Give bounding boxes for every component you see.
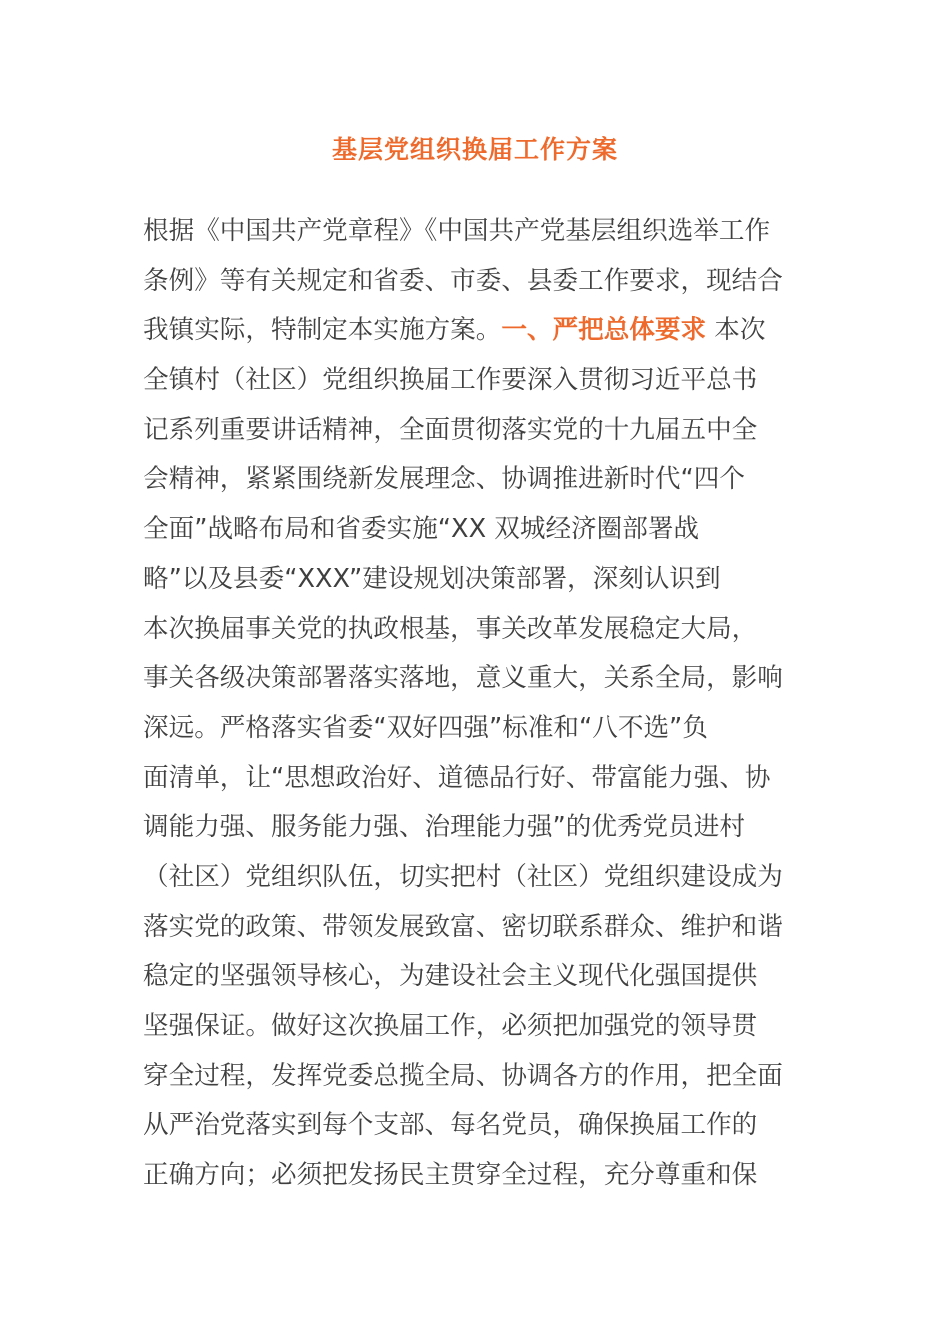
body-line-15: 落实党的政策、带领发展致富、密切联系群众、维护和谐: [143, 911, 783, 942]
body-line-12: 面清单，让“思想政治好、道德品行好、带富能力强、协: [143, 762, 771, 793]
body-line-5: 记系列重要讲话精神，全面贯彻落实党的十九届五中全: [143, 414, 758, 445]
body-line-1: 根据《中国共产党章程》《中国共产党基层组织选举工作: [143, 216, 771, 246]
body-line-3: [143, 306, 813, 356]
body-line-19: 从严治党落实到每个支部、每名党员，确保换届工作的: [143, 1110, 758, 1141]
body-line-13: 调能力强、服务能力强、治理能力强”的优秀党员进村: [143, 812, 745, 843]
document-body: [143, 207, 813, 1201]
body-line-14: （社区）党组织队伍，切实把村（社区）党组织建设成为: [143, 861, 783, 892]
body-line-2: 条例》等有关规定和省委、市委、县委工作要求，现结合: [143, 265, 783, 296]
body-line-9: 本次换届事关党的执政根基，事关改革发展稳定大局，: [143, 613, 758, 644]
body-line-10: 事关各级决策部署落实落地，意义重大，关系全局，影响: [143, 663, 783, 694]
body-line-3-text: 我镇实际，特制定本实施方案。: [143, 315, 502, 346]
body-line-16: 稳定的坚强领导核心，为建设社会主义现代化强国提供: [143, 961, 758, 992]
body-line-7: 全面”战略布局和省委实施“XX 双城经济圈部署战: [143, 514, 700, 545]
body-line-6: 会精神，紧紧围绕新发展理念、协调推进新时代“四个: [143, 464, 745, 495]
body-line-8: 略”以及县委“XXX”建设规划决策部署，深刻认识到: [143, 563, 721, 594]
body-line-18: 穿全过程，发挥党委总揽全局、协调各方的作用，把全面: [143, 1060, 783, 1091]
body-line-17: 坚强保证。做好这次换届工作，必须把加强党的领导贯: [143, 1011, 758, 1041]
body-line-11: 深远。严格落实省委“双好四强”标准和“八不选”负: [143, 712, 708, 743]
body-line-4: 全镇村（社区）党组织换届工作要深入贯彻习近平总书: [143, 365, 758, 396]
section-heading-1: 一、严把总体要求: [501, 315, 707, 346]
body-line-3-tail: 本次: [706, 315, 766, 346]
document-title: 基层党组织换届工作方案: [331, 135, 618, 164]
body-line-20: 正确方向；必须把发扬民主贯穿全过程，充分尊重和保: [143, 1160, 758, 1191]
